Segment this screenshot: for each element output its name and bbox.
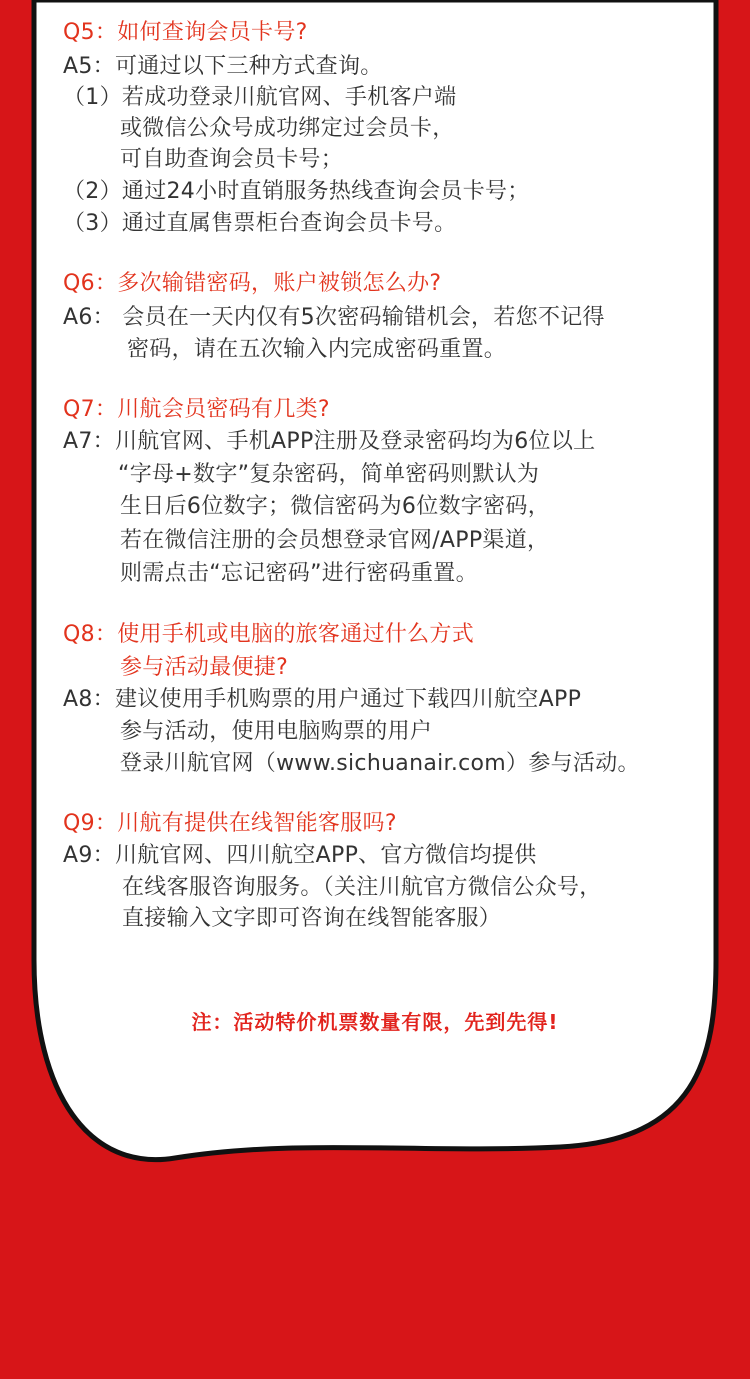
faq-q5-answer-line: 或微信公众号成功绑定过会员卡， (120, 116, 455, 141)
faq-q7-answer-line: 则需点击“忘记密码”进行密码重置。 (120, 561, 478, 586)
faq-q7-answer-line: “字母+数字”复杂密码，简单密码则默认为 (118, 462, 540, 487)
faq-q7-answer-line: A7：川航官网、手机APP注册及登录密码均为6位以上 (63, 429, 596, 454)
faq-q7-answer-line: 生日后6位数字；微信密码为6位数字密码， (120, 494, 550, 519)
faq-q8-answer-line: 登录川航官网（www.sichuanair.com）参与活动。 (120, 751, 640, 776)
faq-q8-question-line: Q8：使用手机或电脑的旅客通过什么方式 (63, 622, 475, 647)
faq-q7-question-line: Q7：川航会员密码有几类? (63, 397, 330, 422)
faq-q9-answer-line: A9：川航官网、四川航空APP、官方微信均提供 (63, 843, 537, 868)
faq-q5-answer-line: 可自助查询会员卡号； (120, 147, 344, 172)
faq-q9-answer-line: 直接输入文字即可咨询在线智能客服） (122, 906, 502, 931)
faq-q9-answer-line: 在线客服咨询服务。（关注川航官方微信公众号， (122, 875, 602, 900)
faq-q5-question-line: Q5：如何查询会员卡号? (63, 20, 308, 45)
limited-offer-note: 注：活动特价机票数量有限，先到先得! (191, 1010, 559, 1034)
faq-q6-question-line: Q6：多次输错密码，账户被锁怎么办? (63, 271, 442, 296)
faq-q9-question-line: Q9：川航有提供在线智能客服吗? (63, 811, 397, 836)
faq-q5-answer-line: （3）通过直属售票柜台查询会员卡号。 (63, 211, 457, 236)
faq-q5-answer-line: （2）通过24小时直销服务热线查询会员卡号； (63, 179, 530, 204)
faq-q6-answer-line: 密码，请在五次输入内完成密码重置。 (127, 337, 507, 362)
faq-q8-answer-line: 参与活动，使用电脑购票的用户 (120, 719, 433, 744)
faq-q5-answer-line: （1）若成功登录川航官网、手机客户端 (63, 85, 457, 110)
faq-q6-answer-line: A6： 会员在一天内仅有5次密码输错机会，若您不记得 (63, 305, 605, 330)
faq-q8-question-line: 参与活动最便捷? (120, 655, 289, 680)
faq-q8-answer-line: A8：建议使用手机购票的用户通过下载四川航空APP (63, 687, 582, 712)
faq-q7-answer-line: 若在微信注册的会员想登录官网/APP渠道， (120, 528, 550, 553)
faq-q5-answer-line: A5：可通过以下三种方式查询。 (63, 54, 383, 79)
